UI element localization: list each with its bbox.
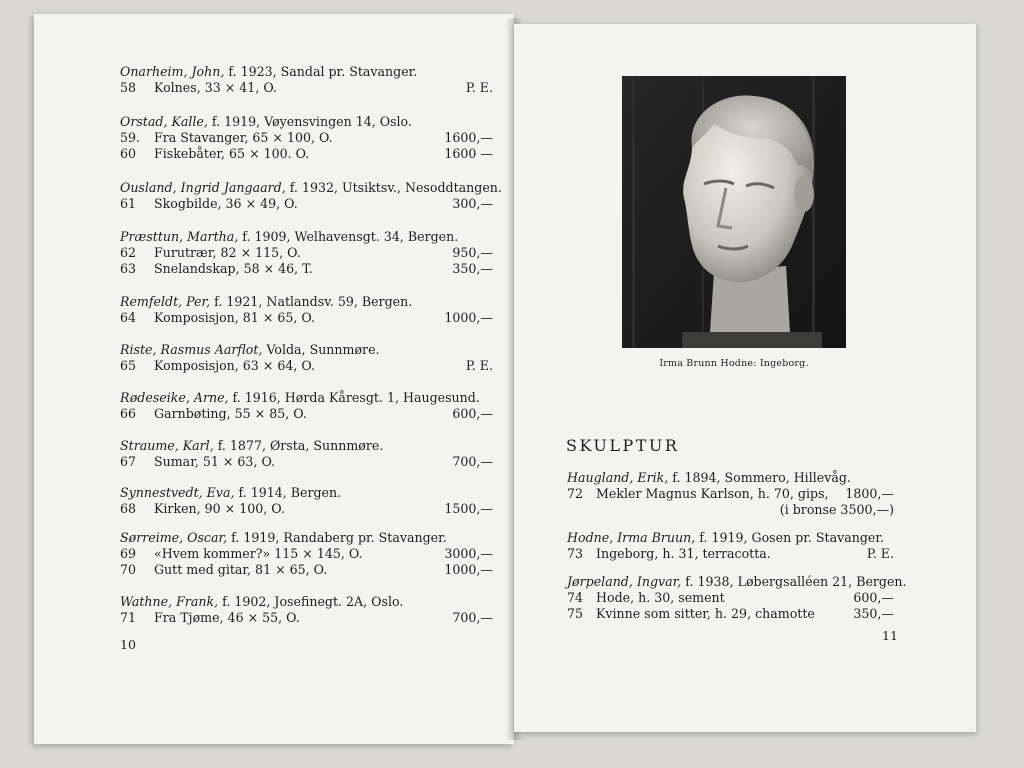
work-price: P. E. [465, 80, 493, 95]
artist-name: Hodne, Irma Bruun, [567, 530, 696, 545]
artist-line [120, 390, 493, 406]
work-number: 60 [120, 146, 137, 161]
work-row [120, 501, 493, 517]
catalog-entry [120, 64, 493, 96]
work-price: 3000,— [444, 546, 493, 561]
photo-caption: Irma Brunn Hodne: Ingeborg. [659, 358, 809, 369]
work-row [120, 406, 493, 422]
artist-details: f. 1916, Hørda Kåresgt. 1, Haugesund. [228, 390, 480, 405]
work-price: 1500,— [444, 501, 493, 516]
catalog-entry [567, 470, 894, 518]
artist-name: Onarheim, John, [120, 64, 225, 79]
work-price: 600,— [452, 406, 493, 421]
section-title: SKULPTUR [566, 436, 680, 455]
catalog-entry [120, 180, 502, 212]
artist-details: f. 1894, Sommero, Hillevåg. [668, 470, 851, 485]
work-row [120, 310, 493, 326]
work-title: Ingeborg, h. 31, terracotta. [596, 546, 771, 561]
work-price: 350,— [853, 606, 894, 621]
work-title: Komposisjon, 81 × 65, O. [154, 310, 316, 325]
artist-line [120, 180, 502, 196]
work-title: Garnbøting, 55 × 85, O. [154, 406, 307, 421]
work-row [120, 261, 493, 277]
work-row [567, 486, 894, 502]
bronze-price-note: (i bronse 3500,—) [779, 502, 894, 517]
work-number: 64 [120, 310, 137, 325]
work-number: 71 [120, 610, 137, 625]
work-row [120, 196, 493, 212]
catalog-entry [120, 438, 493, 470]
work-title: Fiskebåter, 65 × 100. O. [154, 146, 310, 161]
artist-details: f. 1919, Vøyensvingen 14, Oslo. [207, 114, 412, 129]
work-title: Mekler Magnus Karlson, h. 70, gips, [596, 486, 829, 501]
artist-name: Synnestvedt, Eva, [120, 485, 235, 500]
work-number: 61 [120, 196, 137, 211]
work-row [567, 590, 894, 606]
work-price: 1000,— [444, 310, 493, 325]
artist-name: Straume, Karl, [120, 438, 214, 453]
catalog-entry [120, 114, 493, 162]
work-number: 68 [120, 501, 137, 516]
work-title: Skogbilde, 36 × 49, O. [154, 196, 298, 211]
work-row [567, 546, 894, 562]
work-number: 67 [120, 454, 137, 469]
catalog-entry [120, 294, 493, 326]
right-page [514, 24, 976, 732]
artist-details: f. 1909, Welhavensgt. 34, Bergen. [238, 229, 459, 244]
work-title: Furutrær, 82 × 115, O. [154, 245, 301, 260]
artist-details: f. 1877, Ørsta, Sunnmøre. [213, 438, 384, 453]
catalog-entry [120, 390, 493, 422]
artist-name: Rødeseike, Arne, [120, 390, 229, 405]
work-price: 300,— [452, 196, 493, 211]
artist-details: f. 1921, Natlandsv. 59, Bergen. [210, 294, 413, 309]
work-number: 73 [567, 546, 584, 561]
artist-line [120, 594, 493, 610]
work-note-row [567, 502, 894, 518]
work-row [120, 454, 493, 470]
artist-details: f. 1919, Gosen pr. Stavanger. [695, 530, 885, 545]
artist-name: Sørreime, Oscar, [120, 530, 228, 545]
work-price: P. E. [866, 546, 894, 561]
page-number: 11 [882, 628, 898, 643]
work-price: P. E. [465, 358, 493, 373]
work-number: 74 [567, 590, 584, 605]
artist-line [120, 229, 493, 245]
work-row [120, 130, 493, 146]
catalog-entry [120, 229, 493, 277]
catalog-entry [567, 574, 907, 622]
artist-line [120, 530, 493, 546]
artist-name: Orstad, Kalle, [120, 114, 208, 129]
artist-line [567, 574, 907, 590]
artist-line [120, 114, 493, 130]
sculpture-head-image [622, 76, 846, 348]
artist-details: f. 1914, Bergen. [234, 485, 342, 500]
work-title: Sumar, 51 × 63, O. [154, 454, 276, 469]
artist-line [120, 64, 493, 80]
work-number: 66 [120, 406, 137, 421]
work-row [120, 546, 493, 562]
artist-details: Volda, Sunnmøre. [262, 342, 380, 357]
artist-details: f. 1902, Josefinegt. 2A, Oslo. [218, 594, 404, 609]
work-title: Kirken, 90 × 100, O. [154, 501, 285, 516]
work-price: 1600,— [444, 130, 493, 145]
work-number: 72 [567, 486, 584, 501]
work-row [120, 80, 493, 96]
artist-name: Præsttun, Martha, [120, 229, 239, 244]
work-price: 700,— [452, 610, 493, 625]
work-price: 1600 — [444, 146, 493, 161]
work-number: 65 [120, 358, 137, 373]
catalog-entry [120, 485, 493, 517]
artist-line [120, 485, 493, 501]
work-title: Gutt med gitar, 81 × 65, O. [154, 562, 328, 577]
catalog-entry [120, 530, 493, 578]
work-price: 600,— [853, 590, 894, 605]
artist-line [567, 470, 894, 486]
artist-name: Jørpeland, Ingvar, [567, 574, 682, 589]
work-price: 350,— [452, 261, 493, 276]
work-title: Kolnes, 33 × 41, O. [154, 80, 277, 95]
artist-line [120, 342, 493, 358]
work-title: Fra Stavanger, 65 × 100, O. [154, 130, 333, 145]
work-price: 950,— [452, 245, 493, 260]
artist-line [120, 438, 493, 454]
artist-details: f. 1923, Sandal pr. Stavanger. [224, 64, 418, 79]
work-title: Fra Tjøme, 46 × 55, O. [154, 610, 300, 625]
artist-line [567, 530, 894, 546]
artist-details: f. 1932, Utsiktsv., Nesoddtangen. [285, 180, 502, 195]
work-title: Hode, h. 30, sement [596, 590, 725, 605]
work-number: 70 [120, 562, 137, 577]
catalog-entry [567, 530, 894, 562]
work-title: «Hvem kommer?» 115 × 145, O. [154, 546, 363, 561]
work-row [120, 245, 493, 261]
work-number: 62 [120, 245, 137, 260]
work-price: 1000,— [444, 562, 493, 577]
page-number: 10 [120, 637, 136, 652]
work-row [120, 610, 493, 626]
artist-details: f. 1938, Løbergsalléen 21, Bergen. [681, 574, 907, 589]
work-row [567, 606, 894, 622]
left-page [34, 14, 514, 744]
work-number: 63 [120, 261, 137, 276]
work-number: 69 [120, 546, 137, 561]
artist-name: Ousland, Ingrid Jangaard, [120, 180, 286, 195]
work-title: Komposisjon, 63 × 64, O. [154, 358, 316, 373]
artist-name: Haugland, Erik, [567, 470, 669, 485]
catalog-entry [120, 342, 493, 374]
sculpture-photo [622, 76, 846, 348]
artist-name: Riste, Rasmus Aarflot, [120, 342, 263, 357]
artist-details: f. 1919, Randaberg pr. Stavanger. [227, 530, 447, 545]
work-title: Kvinne som sitter, h. 29, chamotte [596, 606, 815, 621]
work-number: 58 [120, 80, 137, 95]
work-price: 1800,— [845, 486, 894, 501]
work-price: 700,— [452, 454, 493, 469]
work-title: Snelandskap, 58 × 46, T. [154, 261, 313, 276]
artist-line [120, 294, 493, 310]
work-number: 59. [120, 130, 141, 145]
artist-name: Wathne, Frank, [120, 594, 219, 609]
work-row [120, 146, 493, 162]
catalog-entry [120, 594, 493, 626]
work-row [120, 358, 493, 374]
work-number: 75 [567, 606, 584, 621]
artist-name: Remfeldt, Per, [120, 294, 211, 309]
work-row [120, 562, 493, 578]
